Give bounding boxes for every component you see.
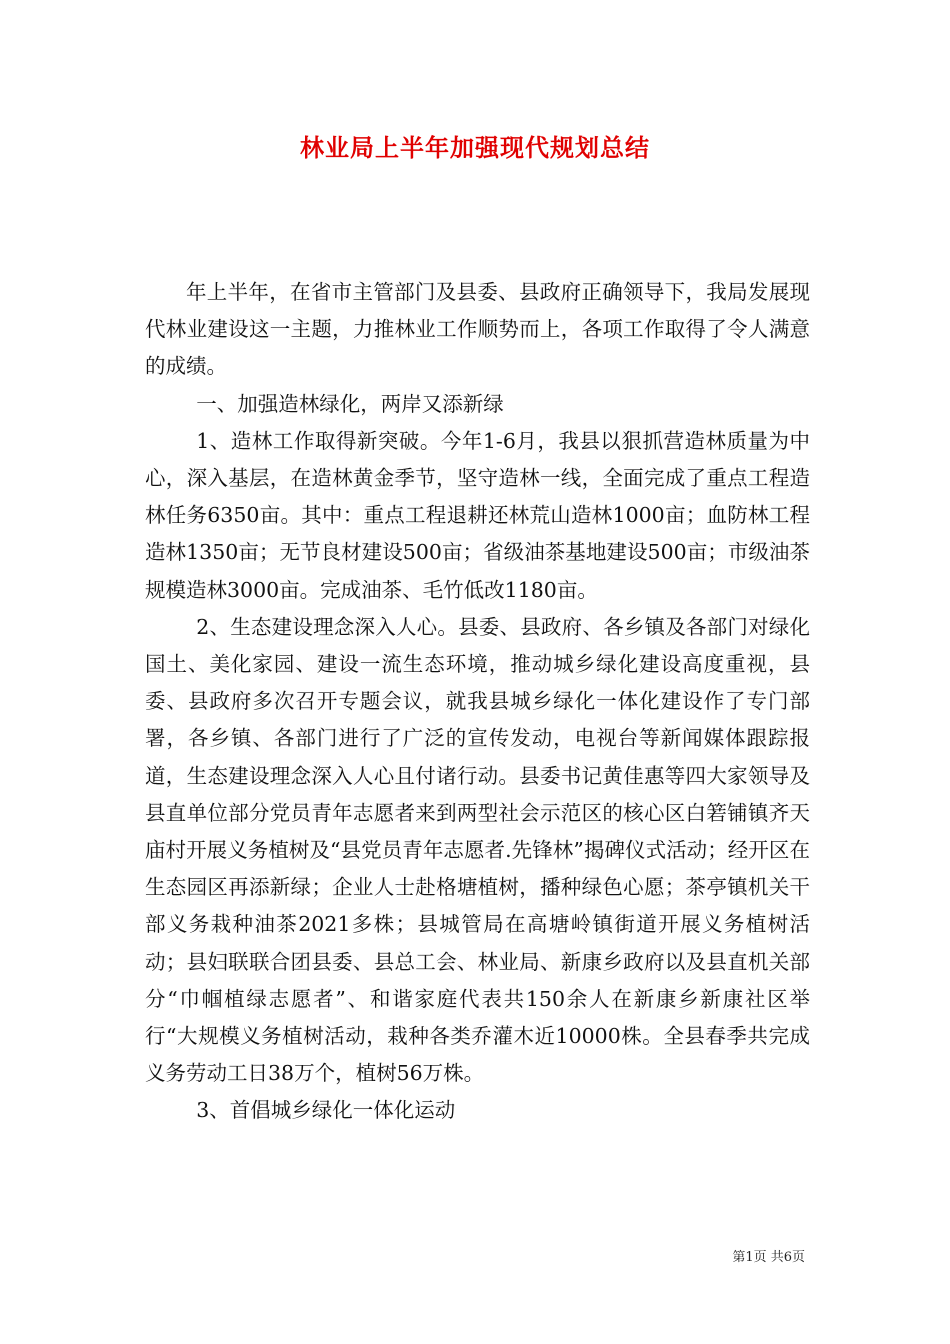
page-number: 第1页 共6页 [732, 1250, 805, 1265]
document-body [145, 274, 810, 1130]
item-heading-3: 3、首倡城乡绿化一体化运动 [196, 1098, 456, 1123]
section-heading-1: 一、加强造林绿化，两岸又添新绿 [196, 391, 504, 416]
item-paragraph-2: 2、生态建设理念深入人心。县委、县政府、各乡镇及各部门对绿化国土、美化家园、建设一流生态环境，推动城乡绿化建设高度重视，县委、县政府多次召开专题会议，就我县城乡绿化一体化建设作了专门部署，各乡镇、各部门进行了广泛的宣传发动，电视台等新闻媒体跟踪报道，生态建设理念深入人心且付诸行动。县委书记黄佳惠等四大家领导及县直单位部分党员青年志愿者来到两型社会示范区的核心区白箬铺镇齐天庙村开展义务植树及“县党员青年志愿者.先锋林”揭碑仪式活动；经开区在生态园区再添新绿；企业人士赴格塘植树，播种绿色心愿；茶亭镇机关干部义务栽种油茶2021多株；县城管局在高塘岭镇街道开展义务植树活动；县妇联联合团县委、县总工会、林业局、新康乡政府以及县直机关部分“巾帼植绿志愿者”、和谐家庭代表共150余人在新康乡新康社区举行“大规模义务植树活动，栽种各类乔灌木近10000株。全县春季共完成义务劳动工日38万个，植树56万株。 [145, 614, 810, 1086]
intro-paragraph: 年上半年，在省市主管部门及县委、县政府正确领导下，我局发展现代林业建设这一主题，力推林业工作顺势而上，各项工作取得了令人满意的成绩。 [145, 280, 810, 379]
document-title: 林业局上半年加强现代规划总结 [300, 133, 650, 162]
item-paragraph-1: 1、造林工作取得新突破。今年1-6月，我县以狠抓营造林质量为中心，深入基层，在造林黄金季节，坚守造林一线，全面完成了重点工程造林任务6350亩。其中：重点工程退耕还林荒山造林1000亩；血防林工程造林1350亩；无节良材建设500亩；省级油茶基地建设500亩；市级油茶规模造林3000亩。完成油茶、毛竹低改1180亩。 [145, 428, 810, 602]
